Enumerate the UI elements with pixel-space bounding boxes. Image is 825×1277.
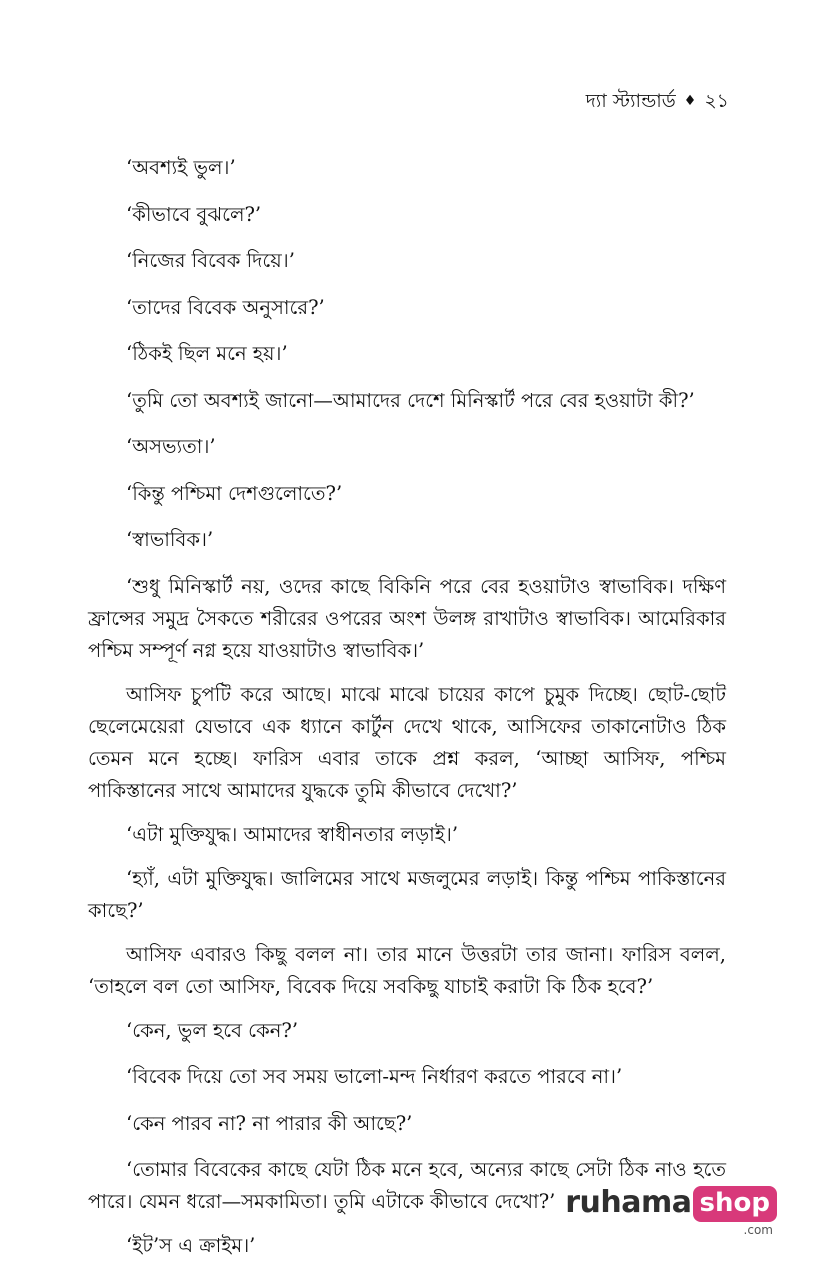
ruhamashop-logo bbox=[565, 1183, 777, 1237]
paragraph: ‘বিবেক দিয়ে তো সব সময় ভালো-মন্দ নির্ধারণ করতে পারবে না।’ bbox=[126, 1065, 623, 1088]
paragraph: আসিফ এবারও কিছু বলল না। তার মানে উত্তরটা তার জানা। ফারিস বলল, ‘তাহলে বল তো আসিফ, বিবেক দিয়ে সবকিছু যাচাই করাটা কি ঠিক হবে?’ bbox=[88, 942, 726, 998]
paragraph: ‘নিজের বিবেক দিয়ে।’ bbox=[126, 249, 295, 272]
paragraph: ‘কীভাবে বুঝলে?’ bbox=[126, 202, 262, 226]
running-header bbox=[586, 88, 729, 114]
paragraph: ‘তাদের বিবেক অনুসারে?’ bbox=[126, 295, 325, 319]
paragraph: ‘স্বাভাবিক।’ bbox=[126, 528, 214, 551]
logo-shop-badge: shop bbox=[693, 1186, 777, 1222]
paragraph: ‘হ্যাঁ, এটা মুক্তিযুদ্ধ। জালিমের সাথে মজলুমের লড়াই। কিন্তু পশ্চিম পাকিস্তানের কাছে?’ bbox=[88, 866, 726, 922]
paragraph: ‘তুমি তো অবশ্যই জানো—আমাদের দেশে মিনিস্কার্ট পরে বের হওয়াটা কী?’ bbox=[126, 388, 695, 412]
paragraph: ‘তোমার বিবেকের কাছে যেটা ঠিক মনে হবে, অন্যের কাছে সেটা ঠিক নাও হতে পারে। যেমন ধরো—সমকামিতা। তুমি এটাকে কীভাবে দেখো?’ bbox=[88, 1158, 726, 1213]
logo-badge-group bbox=[693, 1183, 777, 1237]
paragraph: ‘ইট’স এ ক্রাইম।’ bbox=[126, 1234, 256, 1257]
paragraph: ‘ঠিকই ছিল মনে হয়।’ bbox=[126, 342, 288, 365]
paragraph: ‘অসভ্যতা।’ bbox=[126, 435, 216, 458]
paragraph: ‘শুধু মিনিস্কার্ট নয়, ওদের কাছে বিকিনি পরে বের হওয়াটাও স্বাভাবিক। দক্ষিণ ফ্রান্সের সমুদ্র সৈকতে শরীরের ওপরের অংশ উলঙ্গ রাখাটাও স্বাভাবিক। আমেরিকার পশ্চিম সম্পূর্ণ নগ্ন হয়ে যাওয়াটাও স্বাভাবিক।’ bbox=[88, 574, 726, 662]
page-body-text bbox=[88, 152, 726, 1277]
paragraph: আসিফ চুপটি করে আছে। মাঝে মাঝে চায়ের কাপে চুমুক দিচ্ছে। ছোট-ছোট ছেলেমেয়েরা যেভাবে এক ধ্যানে কার্টুন দেখে থাকে, আসিফের তাকানোটাও ঠিক তেমন মনে হচ্ছে। ফারিস এবার তাকে প্রশ্ন করল, ‘আচ্ছা আসিফ, পশ্চিম পাকিস্তানের সাথে আমাদের যুদ্ধকে তুমি কীভাবে দেখো?’ bbox=[88, 682, 726, 802]
paragraph: ‘অবশ্যই ভুল।’ bbox=[126, 156, 236, 179]
logo-domain-suffix: .com bbox=[743, 1223, 773, 1237]
page-number: ২১ bbox=[704, 90, 729, 112]
logo-wordmark: ruhama bbox=[565, 1185, 692, 1220]
paragraph: ‘এটা মুক্তিযুদ্ধ। আমাদের স্বাধীনতার লড়াই।’ bbox=[126, 822, 459, 846]
diamond-separator-icon: ♦ bbox=[683, 93, 697, 109]
book-title: দ্যা স্ট্যান্ডার্ড bbox=[585, 90, 676, 112]
paragraph: ‘কেন পারব না? না পারার কী আছে?’ bbox=[126, 1111, 413, 1135]
paragraph: ‘কেন, ভুল হবে কেন?’ bbox=[126, 1018, 299, 1042]
paragraph: ‘কিন্তু পশ্চিমা দেশগুলোতে?’ bbox=[126, 481, 343, 505]
